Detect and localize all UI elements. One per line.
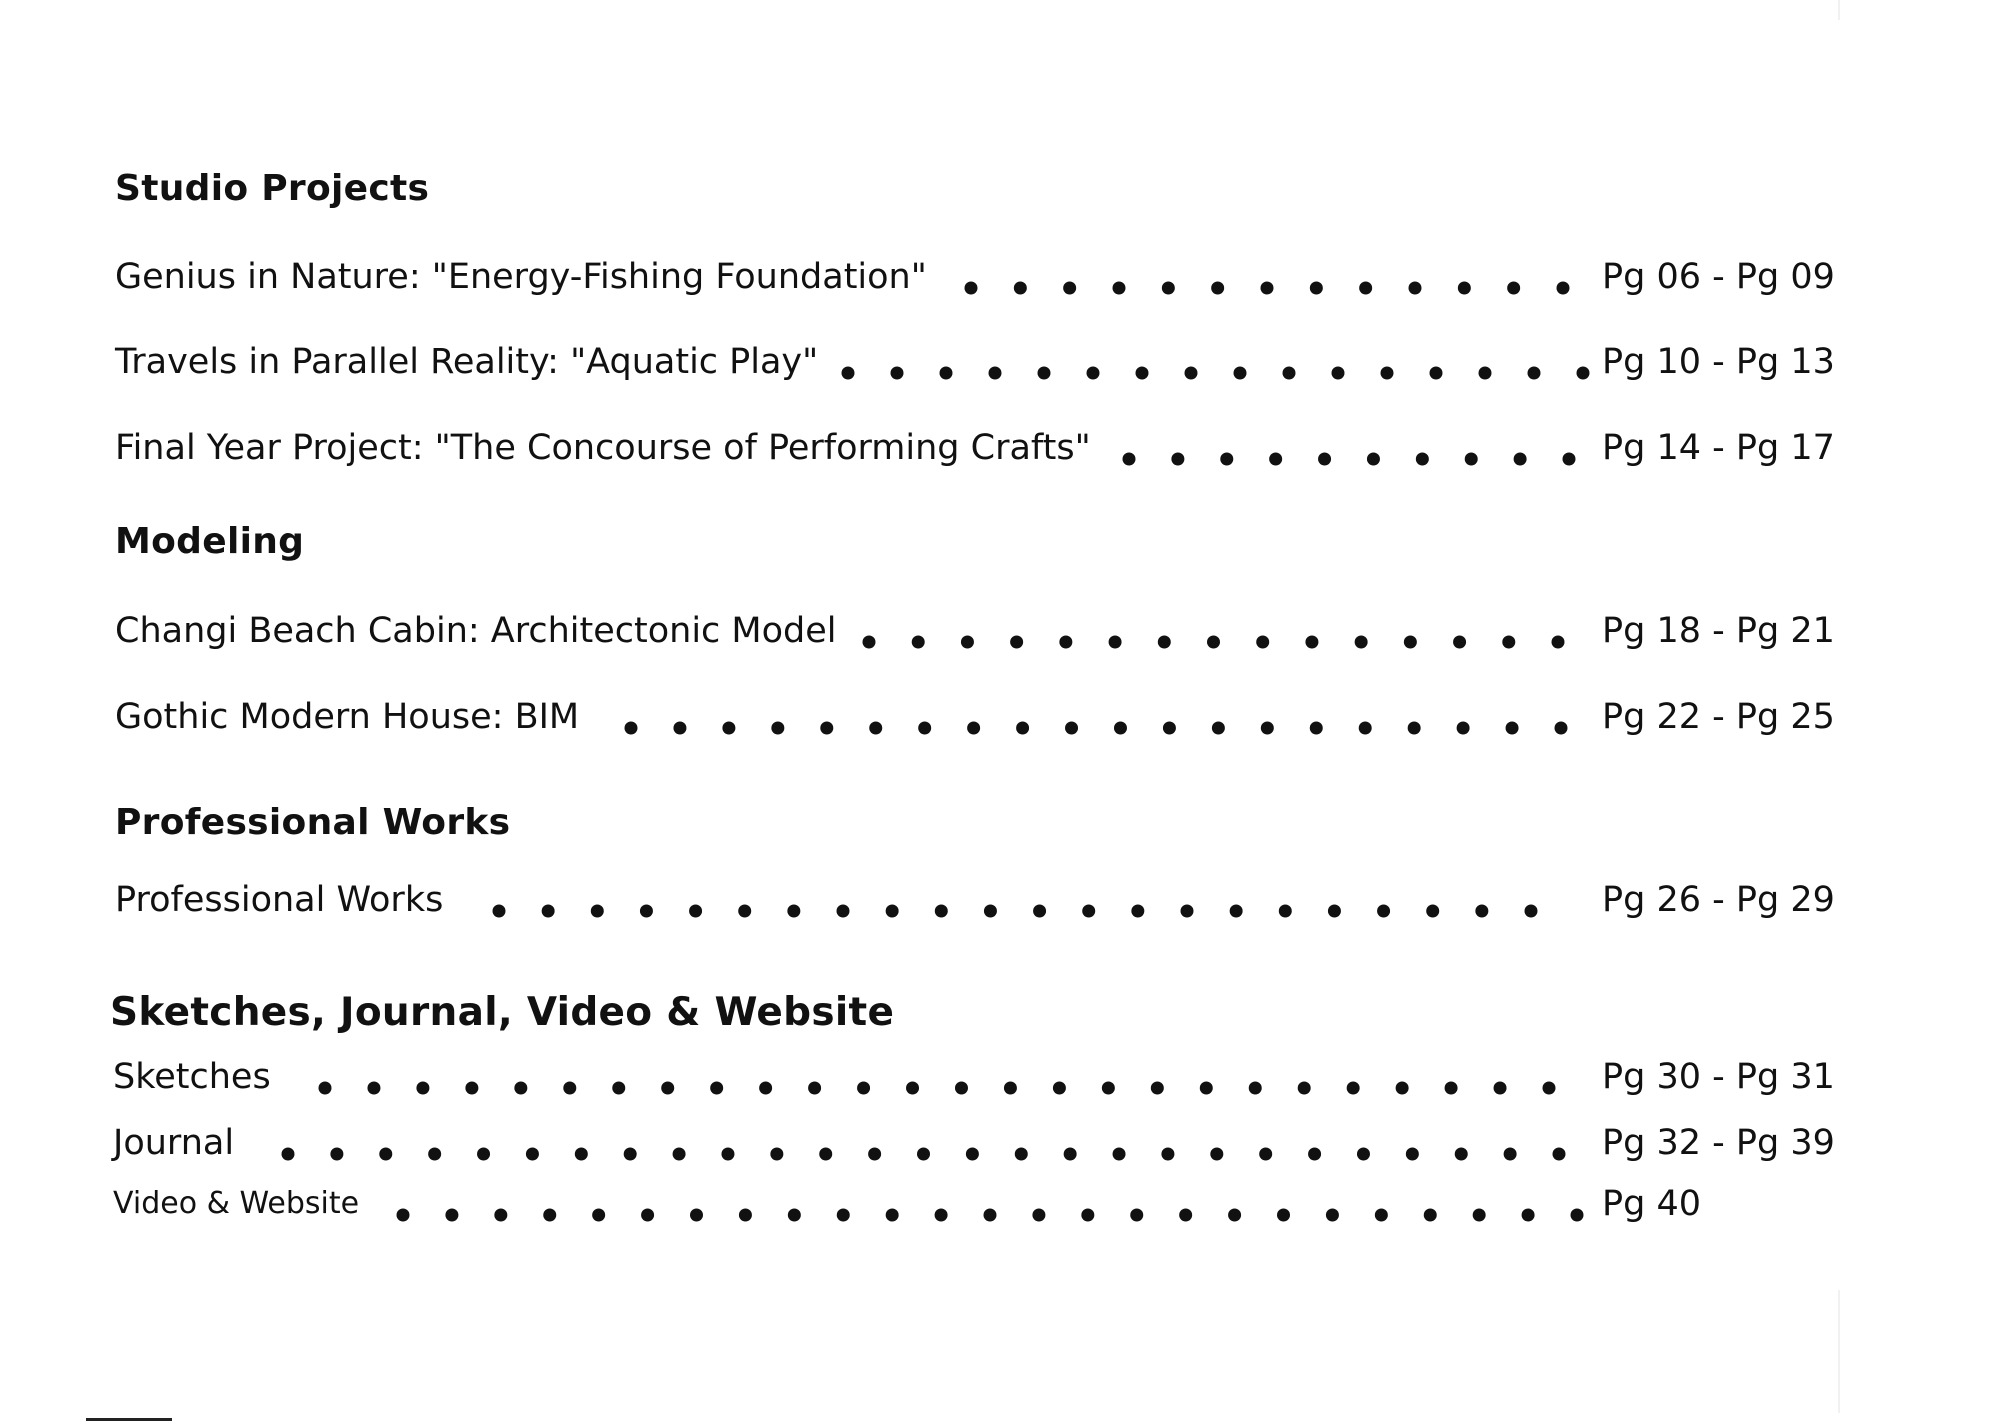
leader-dot (1130, 1209, 1143, 1222)
leader-dot (367, 1082, 380, 1095)
leader-dot (575, 1148, 588, 1161)
leader-dot (1171, 453, 1184, 466)
leader-dot (673, 722, 686, 735)
leader-dot (1081, 1209, 1094, 1222)
leader-dot (1004, 1082, 1017, 1095)
toc-entry-title: Genius in Nature: "Energy-Fishing Foundation" (115, 257, 927, 297)
toc-entry (115, 1182, 1835, 1226)
leader-dot (319, 1082, 332, 1095)
leader-dot (445, 1209, 458, 1222)
toc-entry-pages: Pg 06 - Pg 09 (1602, 257, 1835, 297)
leader-dot (1207, 636, 1220, 649)
section-heading-professional-works: Professional Works (115, 802, 511, 843)
toc-entry-title: Travels in Parallel Reality: "Aquatic Play" (115, 342, 819, 382)
leader-dot (738, 905, 751, 918)
leader-dot (1256, 636, 1269, 649)
leader-dot (1357, 1148, 1370, 1161)
leader-dot (477, 1148, 490, 1161)
leader-dot (514, 1082, 527, 1095)
leader-dot (863, 636, 876, 649)
leader-dot (1181, 905, 1194, 918)
leader-dot (1359, 282, 1372, 295)
leader-dot (1136, 367, 1149, 380)
leader-dot (984, 905, 997, 918)
toc-entry (115, 426, 1835, 470)
leader-dot (1507, 282, 1520, 295)
leader-dot (770, 1148, 783, 1161)
leader-dot (1308, 1148, 1321, 1161)
dot-leader (493, 878, 1537, 922)
leader-dot (1553, 1148, 1566, 1161)
leader-dot (1014, 282, 1027, 295)
dot-leader (1123, 426, 1575, 470)
leader-dot (808, 1082, 821, 1095)
leader-dot (1065, 722, 1078, 735)
leader-dot (1261, 282, 1274, 295)
leader-dot (428, 1148, 441, 1161)
toc-entry-pages: Pg 18 - Pg 21 (1602, 611, 1835, 651)
leader-dot (1557, 282, 1570, 295)
leader-dot (1279, 905, 1292, 918)
leader-dot (1458, 282, 1471, 295)
leader-dot (759, 1082, 772, 1095)
leader-dot (1015, 1148, 1028, 1161)
leader-dot (1416, 453, 1429, 466)
leader-dot (1151, 1082, 1164, 1095)
leader-dot (673, 1148, 686, 1161)
section-heading-studio-projects: Studio Projects (115, 168, 430, 209)
leader-dot (771, 722, 784, 735)
leader-dot (1465, 453, 1478, 466)
leader-dot (1200, 1082, 1213, 1095)
leader-dot (1087, 367, 1100, 380)
leader-dot (1283, 367, 1296, 380)
leader-dot (1259, 1148, 1272, 1161)
leader-dot (1328, 905, 1341, 918)
leader-dot (837, 1209, 850, 1222)
leader-dot (543, 1209, 556, 1222)
page-edge-mark (1838, 1290, 1840, 1413)
leader-dot (1038, 367, 1051, 380)
toc-entry-title: Changi Beach Cabin: Architectonic Model (115, 611, 837, 651)
toc-entry (115, 255, 1835, 299)
leader-dot (788, 1209, 801, 1222)
leader-dot (819, 1148, 832, 1161)
leader-dot (721, 1148, 734, 1161)
leader-dot (1318, 453, 1331, 466)
leader-dot (1430, 367, 1443, 380)
leader-dot (282, 1148, 295, 1161)
leader-dot (661, 1082, 674, 1095)
leader-dot (1326, 1209, 1339, 1222)
leader-dot (820, 722, 833, 735)
leader-dot (1563, 453, 1576, 466)
leader-dot (965, 282, 978, 295)
dot-leader (625, 695, 1567, 739)
toc-entry-title: Gothic Modern House: BIM (115, 697, 580, 737)
leader-dot (1473, 1209, 1486, 1222)
leader-dot (1131, 905, 1144, 918)
leader-dot (1053, 1082, 1066, 1095)
leader-dot (1305, 636, 1318, 649)
leader-dot (1525, 905, 1538, 918)
leader-dot (1212, 722, 1225, 735)
leader-dot (641, 1209, 654, 1222)
leader-dot (592, 1209, 605, 1222)
leader-dot (1571, 1209, 1584, 1222)
leader-dot (1210, 1148, 1223, 1161)
leader-dot (1277, 1209, 1290, 1222)
leader-dot (1543, 1082, 1556, 1095)
toc-entry (115, 1055, 1835, 1099)
leader-dot (935, 1209, 948, 1222)
leader-dot (1113, 282, 1126, 295)
leader-dot (1161, 1148, 1174, 1161)
leader-dot (1457, 722, 1470, 735)
leader-dot (1479, 367, 1492, 380)
leader-dot (1109, 636, 1122, 649)
leader-dot (1332, 367, 1345, 380)
leader-dot (1230, 905, 1243, 918)
leader-dot (1367, 453, 1380, 466)
leader-dot (1211, 282, 1224, 295)
leader-dot (891, 367, 904, 380)
leader-dot (1406, 1148, 1419, 1161)
toc-entry-title: Professional Works (115, 880, 444, 920)
leader-dot (612, 1082, 625, 1095)
leader-dot (494, 1209, 507, 1222)
leader-dot (1059, 636, 1072, 649)
leader-dot (1158, 636, 1171, 649)
toc-entry (115, 609, 1835, 653)
leader-dot (1347, 1082, 1360, 1095)
section-heading-modeling: Modeling (115, 521, 305, 562)
leader-dot (955, 1082, 968, 1095)
leader-dot (1114, 722, 1127, 735)
leader-dot (1234, 367, 1247, 380)
leader-dot (722, 722, 735, 735)
leader-dot (1377, 905, 1390, 918)
leader-dot (330, 1148, 343, 1161)
leader-dot (689, 905, 702, 918)
leader-dot (842, 367, 855, 380)
leader-dot (1528, 367, 1541, 380)
toc-entry (115, 340, 1835, 384)
leader-dot (1506, 722, 1519, 735)
toc-entry-pages: Pg 40 (1602, 1184, 1701, 1224)
leader-dot (1010, 636, 1023, 649)
toc-entry-title: Journal (113, 1123, 235, 1163)
leader-dot (1408, 722, 1421, 735)
leader-dot (1033, 905, 1046, 918)
leader-dot (542, 905, 555, 918)
leader-dot (493, 905, 506, 918)
leader-dot (1228, 1209, 1241, 1222)
leader-dot (1179, 1209, 1192, 1222)
leader-dot (1555, 722, 1568, 735)
leader-dot (1249, 1082, 1262, 1095)
leader-dot (1163, 722, 1176, 735)
leader-dot (1522, 1209, 1535, 1222)
leader-dot (984, 1209, 997, 1222)
leader-dot (1355, 636, 1368, 649)
toc-entry-pages: Pg 32 - Pg 39 (1602, 1123, 1835, 1163)
leader-dot (465, 1082, 478, 1095)
toc-entry-pages: Pg 14 - Pg 17 (1602, 428, 1835, 468)
leader-dot (1359, 722, 1372, 735)
leader-dot (1220, 453, 1233, 466)
toc-entry-title: Final Year Project: "The Concourse of Performing Crafts" (115, 428, 1091, 468)
leader-dot (1032, 1209, 1045, 1222)
leader-dot (1261, 722, 1274, 735)
leader-dot (1185, 367, 1198, 380)
leader-dot (591, 905, 604, 918)
leader-dot (1404, 636, 1417, 649)
leader-dot (918, 722, 931, 735)
leader-dot (961, 636, 974, 649)
leader-dot (379, 1148, 392, 1161)
leader-dot (1082, 905, 1095, 918)
dot-leader (842, 340, 1589, 384)
leader-dot (1381, 367, 1394, 380)
leader-dot (690, 1209, 703, 1222)
section-heading-sketches-journal-video-website: Sketches, Journal, Video & Website (110, 990, 895, 1035)
toc-entry-title: Video & Website (113, 1186, 360, 1221)
toc-entry-pages: Pg 30 - Pg 31 (1602, 1057, 1835, 1097)
leader-dot (1102, 1082, 1115, 1095)
leader-dot (837, 905, 850, 918)
dot-leader (282, 1121, 1565, 1165)
leader-dot (1552, 636, 1565, 649)
leader-dot (397, 1209, 410, 1222)
leader-dot (1504, 1148, 1517, 1161)
leader-dot (868, 1148, 881, 1161)
leader-dot (967, 722, 980, 735)
dot-leader (965, 255, 1569, 299)
toc-entry-pages: Pg 22 - Pg 25 (1602, 697, 1835, 737)
leader-dot (940, 367, 953, 380)
leader-dot (1064, 1148, 1077, 1161)
toc-entry (115, 1121, 1835, 1165)
leader-dot (989, 367, 1002, 380)
leader-dot (1113, 1148, 1126, 1161)
leader-dot (1426, 905, 1439, 918)
leader-dot (1123, 453, 1136, 466)
leader-dot (1269, 453, 1282, 466)
leader-dot (1162, 282, 1175, 295)
leader-dot (710, 1082, 723, 1095)
leader-dot (1016, 722, 1029, 735)
toc-entry (115, 878, 1835, 922)
leader-dot (416, 1082, 429, 1095)
leader-dot (906, 1082, 919, 1095)
leader-dot (1475, 905, 1488, 918)
leader-dot (1310, 282, 1323, 295)
leader-dot (857, 1082, 870, 1095)
dot-leader (397, 1182, 1583, 1226)
leader-dot (563, 1082, 576, 1095)
leader-dot (1310, 722, 1323, 735)
leader-dot (1445, 1082, 1458, 1095)
leader-dot (886, 1209, 899, 1222)
leader-dot (1514, 453, 1527, 466)
leader-dot (1424, 1209, 1437, 1222)
leader-dot (787, 905, 800, 918)
leader-dot (917, 1148, 930, 1161)
toc-entry (115, 695, 1835, 739)
leader-dot (1577, 367, 1590, 380)
leader-dot (912, 636, 925, 649)
leader-dot (1396, 1082, 1409, 1095)
leader-dot (1494, 1082, 1507, 1095)
leader-dot (886, 905, 899, 918)
leader-dot (1502, 636, 1515, 649)
dot-leader (863, 609, 1564, 653)
toc-entry-pages: Pg 26 - Pg 29 (1602, 880, 1835, 920)
leader-dot (739, 1209, 752, 1222)
leader-dot (1409, 282, 1422, 295)
leader-dot (1298, 1082, 1311, 1095)
page-edge-mark (1838, 0, 1840, 20)
leader-dot (624, 1148, 637, 1161)
leader-dot (935, 905, 948, 918)
toc-entry-pages: Pg 10 - Pg 13 (1602, 342, 1835, 382)
leader-dot (1453, 636, 1466, 649)
leader-dot (1063, 282, 1076, 295)
dot-leader (319, 1055, 1555, 1099)
leader-dot (640, 905, 653, 918)
leader-dot (1455, 1148, 1468, 1161)
leader-dot (1375, 1209, 1388, 1222)
leader-dot (869, 722, 882, 735)
leader-dot (625, 722, 638, 735)
toc-entry-title: Sketches (113, 1057, 271, 1097)
leader-dot (966, 1148, 979, 1161)
leader-dot (526, 1148, 539, 1161)
